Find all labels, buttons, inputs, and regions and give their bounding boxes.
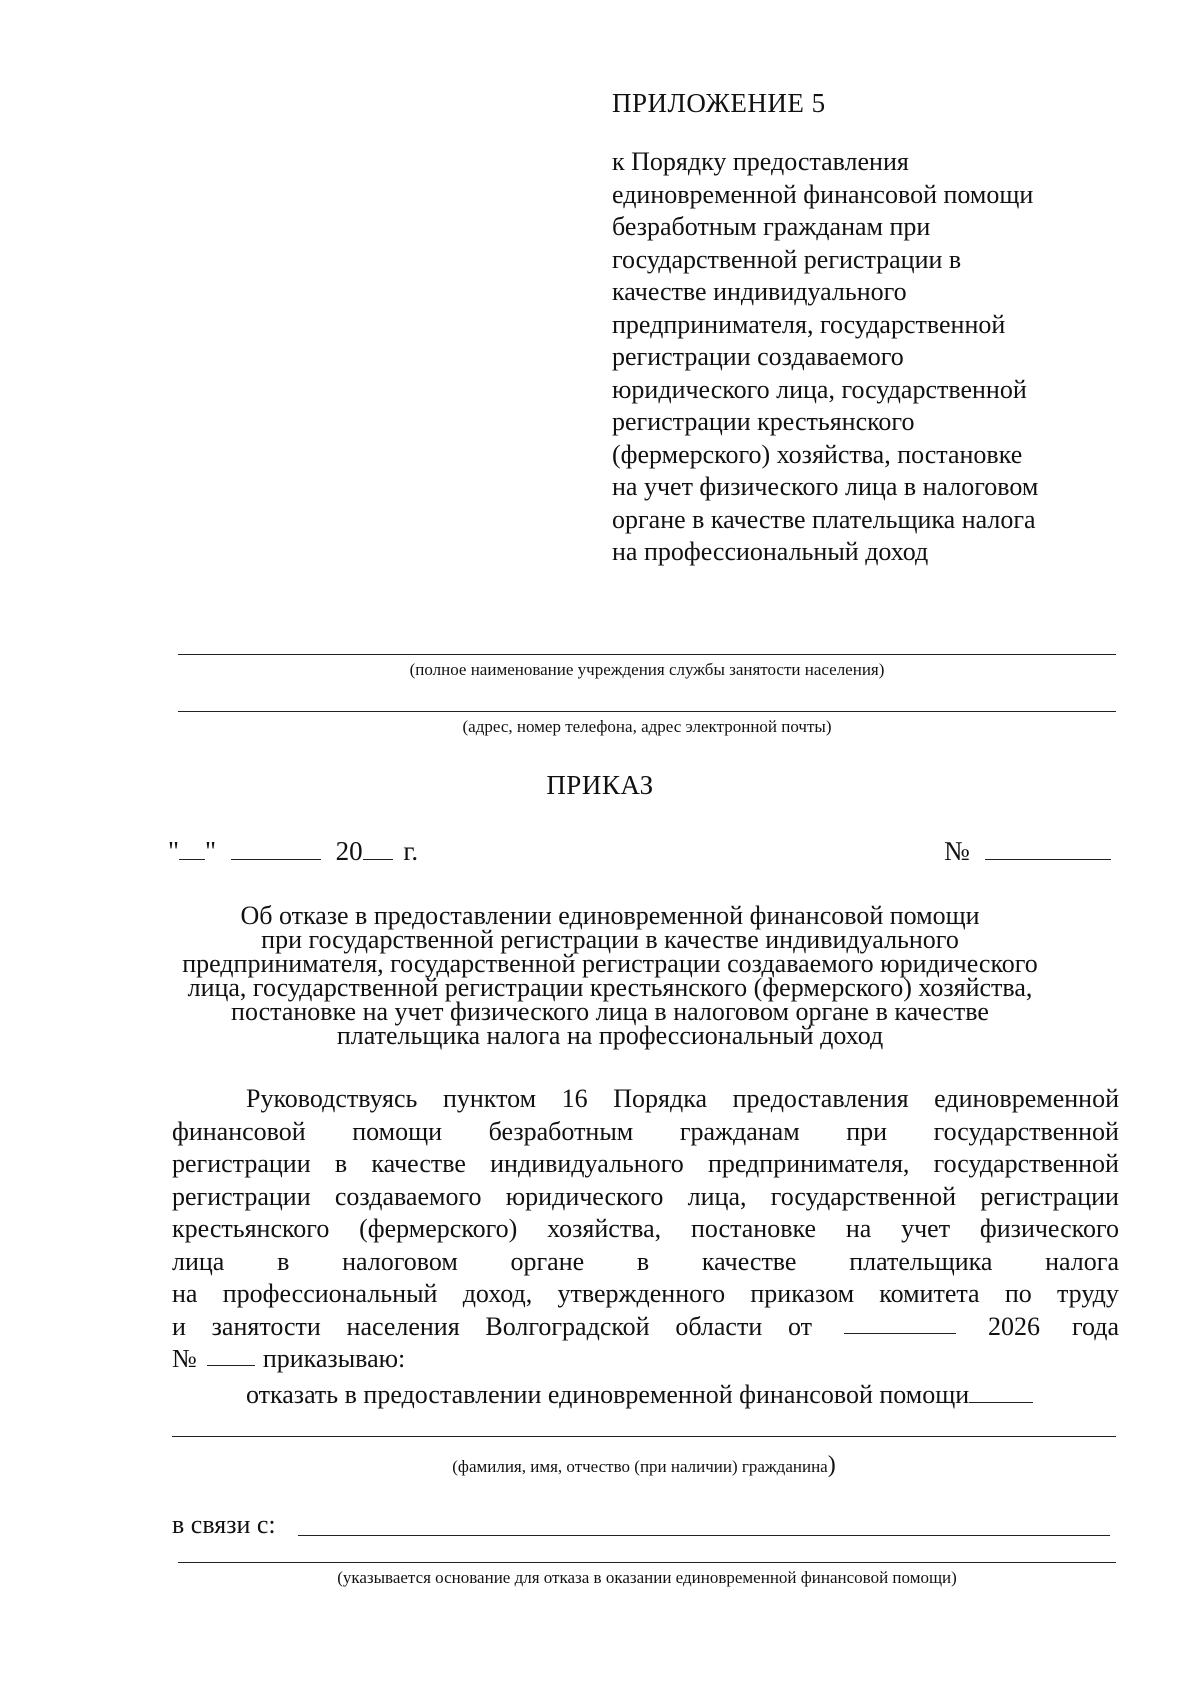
institution-name-caption: (полное наименование учреждения службы занятости населения) [409, 660, 885, 679]
body-word: индивидуального [490, 1149, 684, 1178]
body-line [172, 1181, 1119, 1214]
reason-label: в связи с: [172, 1510, 276, 1539]
order-body [172, 1083, 1119, 1376]
body-word: создаваемого [334, 1181, 482, 1211]
appendix-reference [612, 146, 1132, 569]
body-word: в [636, 1246, 650, 1276]
body-word: Руководствуясь [246, 1084, 418, 1113]
year-suffix: г. [403, 836, 419, 866]
body-word: гражданам [679, 1116, 800, 1146]
approval-year: 2026 [987, 1311, 1040, 1341]
body-word: на [845, 1214, 872, 1243]
body-word: пунктом [442, 1084, 537, 1113]
contacts-line [178, 711, 1116, 712]
subject-line: лица, государственной регистрации крестьянского (фермерского) хозяйства, [187, 973, 1033, 1002]
subject-line: постановке на учет физического лица в налоговом органе в качестве [231, 997, 989, 1026]
body-word: предоставления [732, 1084, 909, 1113]
appendix-line: к Порядку предоставления [612, 147, 909, 176]
approval-number-blank [207, 1343, 255, 1366]
body-word: утвержденного [557, 1279, 726, 1308]
refusal-statement [246, 1380, 1033, 1410]
body-word: (фермерского) [359, 1214, 518, 1243]
body-word: предпринимателя, [707, 1149, 910, 1178]
body-word: Волгоградской [485, 1311, 650, 1341]
appendix-title: ПРИЛОЖЕНИЕ 5 [612, 88, 826, 118]
year-blank [363, 839, 393, 860]
appendix-line: качестве индивидуального [612, 277, 907, 306]
refusal-text: отказать в предоставлении единовременной финансовой помощи [246, 1380, 970, 1409]
body-line [172, 1116, 1119, 1149]
body-word: регистрации [980, 1181, 1119, 1211]
body-word: безработным [488, 1116, 634, 1146]
citizen-name-caption: (фамилия, имя, отчество (при наличии) гражданина) [452, 1452, 836, 1478]
body-word: плательщика [849, 1246, 993, 1276]
body-line [172, 1343, 1119, 1376]
body-word: налога [1045, 1246, 1119, 1276]
body-word: лица, [687, 1181, 747, 1211]
body-line [172, 1278, 1119, 1311]
body-word: комитета [879, 1279, 980, 1308]
body-word: области [675, 1311, 763, 1341]
body-word: государственной [770, 1181, 957, 1211]
body-word: юридического [505, 1181, 664, 1211]
body-word: по [1004, 1279, 1032, 1308]
date-quote-close: " [205, 836, 217, 866]
appendix-line: на профессиональный доход [612, 537, 929, 566]
body-word: при [846, 1116, 888, 1146]
institution-name-line [178, 654, 1116, 655]
subject-line: предпринимателя, государственной регистрации создаваемого юридического [182, 949, 1038, 978]
order-number-label: № [172, 1344, 197, 1373]
body-word: хозяйства, [547, 1214, 662, 1243]
body-word: помощи [352, 1116, 443, 1146]
order-directive: приказываю: [262, 1344, 406, 1373]
day-blank [179, 839, 205, 860]
body-word: регистрации [172, 1181, 311, 1211]
appendix-line: (фермерского) хозяйства, постановке [612, 439, 1023, 469]
body-word: занятости [211, 1311, 321, 1341]
body-word: крестьянского [172, 1214, 330, 1243]
body-line [172, 1083, 1119, 1116]
body-line [172, 1148, 1119, 1181]
citizen-name-line [172, 1436, 1116, 1437]
approval-year-word: года [1071, 1311, 1119, 1341]
number-blank [985, 839, 1111, 860]
body-word: учет [901, 1214, 951, 1243]
appendix-line: регистрации крестьянского [612, 407, 915, 436]
appendix-line: безработным гражданам при [612, 212, 931, 241]
body-word: в [277, 1246, 290, 1276]
body-word: Порядка [613, 1084, 707, 1113]
body-word: лица [172, 1246, 225, 1276]
body-word: регистрации [172, 1149, 311, 1178]
body-word: качестве [701, 1246, 797, 1276]
body-word: постановке [690, 1214, 817, 1243]
body-line [172, 1213, 1119, 1246]
subject-line: Об отказе в предоставлении единовременной финансовой помощи [240, 901, 980, 930]
body-word: государственной [933, 1116, 1119, 1146]
reason-caption: (указывается основание для отказа в оказании единовременной финансовой помощи) [337, 1568, 957, 1587]
body-word: качестве [371, 1149, 466, 1178]
body-word: труду [1056, 1279, 1119, 1308]
approval-date-blank [844, 1311, 956, 1334]
appendix-line: единовременной финансовой помощи [612, 179, 1034, 209]
body-word: финансовой [172, 1116, 306, 1146]
body-word: доход, [462, 1279, 533, 1308]
reason-line-2 [178, 1562, 1116, 1563]
appendix-line: предпринимателя, государственной [612, 309, 1006, 339]
body-words [172, 1311, 812, 1344]
body-word: приказом [750, 1279, 855, 1308]
appendix-line: юридического лица, государственной [612, 374, 1027, 404]
body-word: в [334, 1149, 348, 1178]
body-word: профессиональный [222, 1279, 438, 1308]
order-date [168, 836, 418, 867]
appendix-line: регистрации создаваемого [612, 342, 904, 371]
body-word: населения [346, 1311, 460, 1341]
appendix-line: государственной регистрации в [612, 244, 962, 274]
subject-line: при государственной регистрации в качестве индивидуального [261, 925, 959, 954]
number-label: № [944, 836, 970, 866]
body-line [172, 1246, 1119, 1279]
appendix-line: органе в качестве плательщика налога [612, 504, 1036, 534]
date-quote-open: " [168, 836, 180, 866]
subject-line: плательщика налога на профессиональный доход [336, 1021, 884, 1050]
body-word: единовременной [934, 1084, 1119, 1113]
appendix-line: на учет физического лица в налоговом [612, 472, 1039, 501]
document-title: ПРИКАЗ [546, 770, 654, 800]
contacts-caption: (адрес, номер телефона, адрес электронной почты) [462, 717, 832, 736]
reason-line [298, 1535, 1110, 1536]
body-word: физического [979, 1214, 1119, 1243]
year-prefix: 20 [335, 836, 363, 866]
body-line [172, 1311, 1119, 1344]
body-word: налоговом [342, 1246, 458, 1276]
order-number [944, 836, 1111, 867]
month-blank [231, 839, 321, 860]
body-word: 16 [561, 1084, 588, 1113]
refusal-blank [969, 1380, 1033, 1403]
body-word: от [787, 1311, 812, 1341]
body-word: государственной [933, 1149, 1119, 1178]
body-word: и [172, 1311, 186, 1341]
order-subject [150, 901, 1070, 1050]
body-word: на [172, 1279, 198, 1308]
body-word: органе [510, 1246, 585, 1276]
